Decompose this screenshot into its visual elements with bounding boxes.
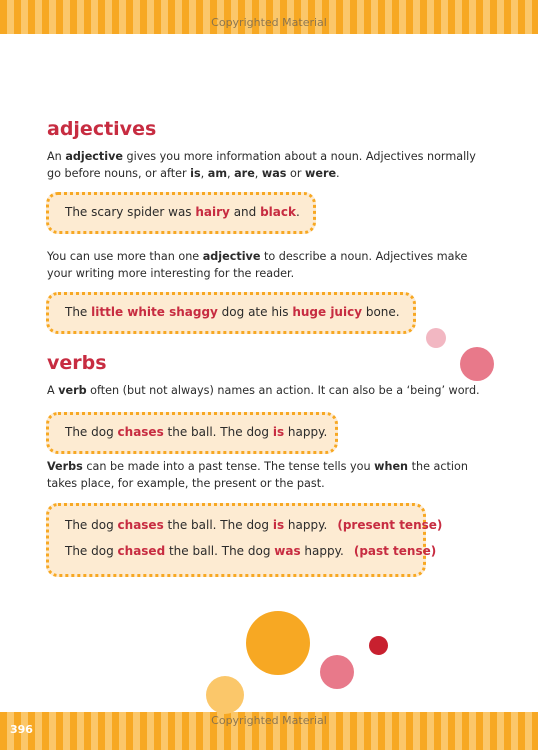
verbs-paragraph-2: Verbs can be made into a past tense. The tense tells you when the action takes place, for example, the present or the past. <box>47 460 468 490</box>
example-sentence: The little white shaggy dog ate his huge juicy bone. <box>65 305 400 319</box>
decorative-circle <box>460 347 494 381</box>
example-sentence: The dog chases the ball. The dog is happy. <box>65 425 328 439</box>
verbs-heading: verbs <box>47 352 107 374</box>
verbs-example-box-1 <box>46 412 338 454</box>
verbs-intro: A verb often (but not always) names an action. It can also be a ‘being’ word. <box>47 384 480 397</box>
present-tense-sentence: The dog chases the ball. The dog is happy. (present tense) <box>65 518 443 532</box>
past-tense-sentence: The dog chased the ball. The dog was happy. (past tense) <box>65 544 437 558</box>
decorative-circle <box>426 328 446 348</box>
adjectives-example-box-1 <box>46 192 316 234</box>
header-watermark: Copyrighted Material <box>211 16 327 29</box>
decorative-circle <box>369 636 388 655</box>
present-tense-label: (present tense) <box>337 518 443 532</box>
decorative-circle <box>206 676 244 714</box>
adjectives-example-box-2 <box>46 292 416 334</box>
adjectives-heading: adjectives <box>47 118 157 140</box>
example-sentence: The scary spider was hairy and black. <box>65 205 300 219</box>
decorative-circle <box>246 611 310 675</box>
past-tense-label: (past tense) <box>353 544 437 558</box>
adjectives-paragraph-2: You can use more than one adjective to describe a noun. Adjectives make your writing more interesting for the reader. <box>47 250 468 280</box>
verbs-example-box-2 <box>46 503 443 577</box>
adjectives-intro: An adjective gives you more information about a noun. Adjectives normally go before nouns, or after is, am, are, was or were. <box>47 150 476 180</box>
decorative-circle <box>320 655 354 689</box>
footer-watermark: Copyrighted Material <box>211 714 327 727</box>
page-number: 396 <box>10 723 33 736</box>
